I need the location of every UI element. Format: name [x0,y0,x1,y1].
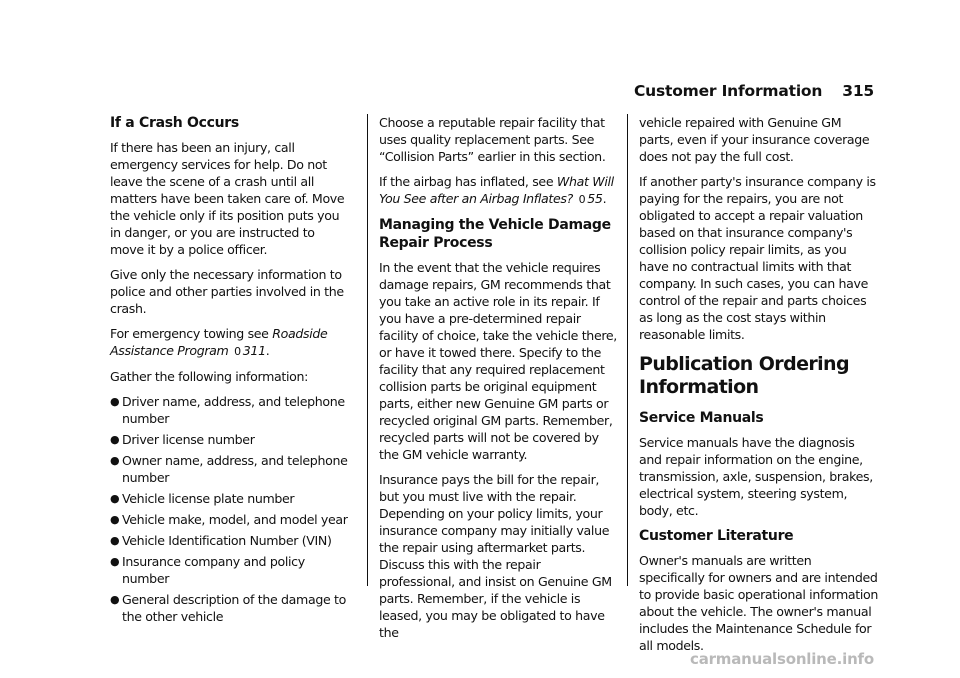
text: If the airbag has inflated, see [379,174,557,189]
heading-publication-ordering: Publication Ordering Information [639,353,849,398]
list-item: ● Vehicle Identification Number (VIN) [110,533,332,548]
heading-managing-repair: Managing the Vehicle Damage Repair Process [379,217,611,251]
list-item: ● Vehicle license plate number [110,491,295,506]
paragraph-towing [110,325,350,360]
list-item: ● Vehicle make, model, and model year [110,512,348,527]
section-title: Customer Information [633,82,823,100]
airbag-inflates-link[interactable]: What Will You See after an Airbag Inflates? [379,174,614,206]
heading-if-a-crash-occurs: If a Crash Occurs [110,115,239,131]
list-item: ● Driver name, address, and telephone number [110,394,345,426]
page-header [634,82,874,100]
page-number: 315 [842,82,874,100]
column-1 [110,114,350,631]
page-ref-number[interactable]: 311 [242,343,266,358]
text: . [265,343,270,358]
paragraph: Owner's manuals are written specifically for owners and are intended to provide basic operational information about the vehicle. The owner's manual includes the Maintenance Schedule for all models. [639,553,879,653]
paragraph: Give only the necessary information to police and other parties involved in the crash. [110,267,344,316]
bullet-icon: ● [110,593,120,606]
roadside-assistance-link[interactable]: Roadside Assistance Program [110,326,328,358]
paragraph: vehicle repaired with Genuine GM parts, even if your insurance coverage does not pay the full cost. [639,115,870,164]
bullet-icon: ● [110,534,120,547]
list-item: ● Insurance company and policy number [110,554,305,586]
subheading-customer-literature: Customer Literature [639,528,794,544]
subheading-service-manuals: Service Manuals [639,410,764,426]
page-ref-number[interactable]: 55 [587,191,603,206]
column-2 [379,114,619,649]
paragraph-airbag [379,173,619,208]
paragraph: In the event that the vehicle requires damage repairs, GM recommends that you take an active role in its repair. If you have a pre-determined repair facility of choice, take the vehicle there, or have it towed there. Specify to the facility that any required replacement collision parts be original equipment parts, either new Genuine GM parts or recycled original GM parts. Remember, recycled parts will not be covered by the GM vehicle warranty. [379,260,617,462]
column-divider-1 [367,114,368,586]
bullet-icon: ● [110,454,120,467]
paragraph: Gather the following information: [110,369,308,384]
paragraph: Insurance pays the bill for the repair, but you must live with the repair. Depending on your policy limits, your insurance company may initially value the repair using aftermarket parts. Discuss this with the repair professional, and insist on Genuine GM parts. Remember, if the vehicle is leased, you may be obligated to have the [379,472,612,640]
page-ref-icon: 0 [578,193,586,206]
column-3 [639,114,879,662]
bullet-icon: ● [110,513,120,526]
info-list [110,393,350,625]
bullet-icon: ● [110,433,120,446]
paragraph: Service manuals have the diagnosis and repair information on the engine, transmission, axle, suspension, brakes, electrical system, steering system, body, etc. [639,435,873,518]
list-item: ● Driver license number [110,432,255,447]
paragraph: If there has been an injury, call emergency services for help. Do not leave the scene of a crash until all matters have been taken care of. Move the vehicle only if its position puts you in danger, or you are instructed to move it by a police officer. [110,140,345,257]
bullet-icon: ● [110,555,120,568]
paragraph: Choose a reputable repair facility that uses quality replacement parts. See “Collision Parts” earlier in this section. [379,115,606,164]
watermark-text: carmanualsonline.info [690,650,874,668]
paragraph: If another party's insurance company is paying for the repairs, you are not obligated to accept a repair valuation based on that insurance company's collision policy repair limits, as you have no contractual limits with that company. In such cases, you can have control of the repair and parts choices as long as the cost stays within reasonable limits. [639,174,876,342]
bullet-icon: ● [110,395,120,408]
text: . [602,191,607,206]
bullet-icon: ● [110,492,120,505]
page-ref-icon: 0 [234,345,241,358]
text: For emergency towing see [110,326,273,341]
list-item: ● General description of the damage to the other vehicle [110,592,346,624]
column-divider-2 [627,114,628,586]
list-item: ● Owner name, address, and telephone number [110,453,348,485]
